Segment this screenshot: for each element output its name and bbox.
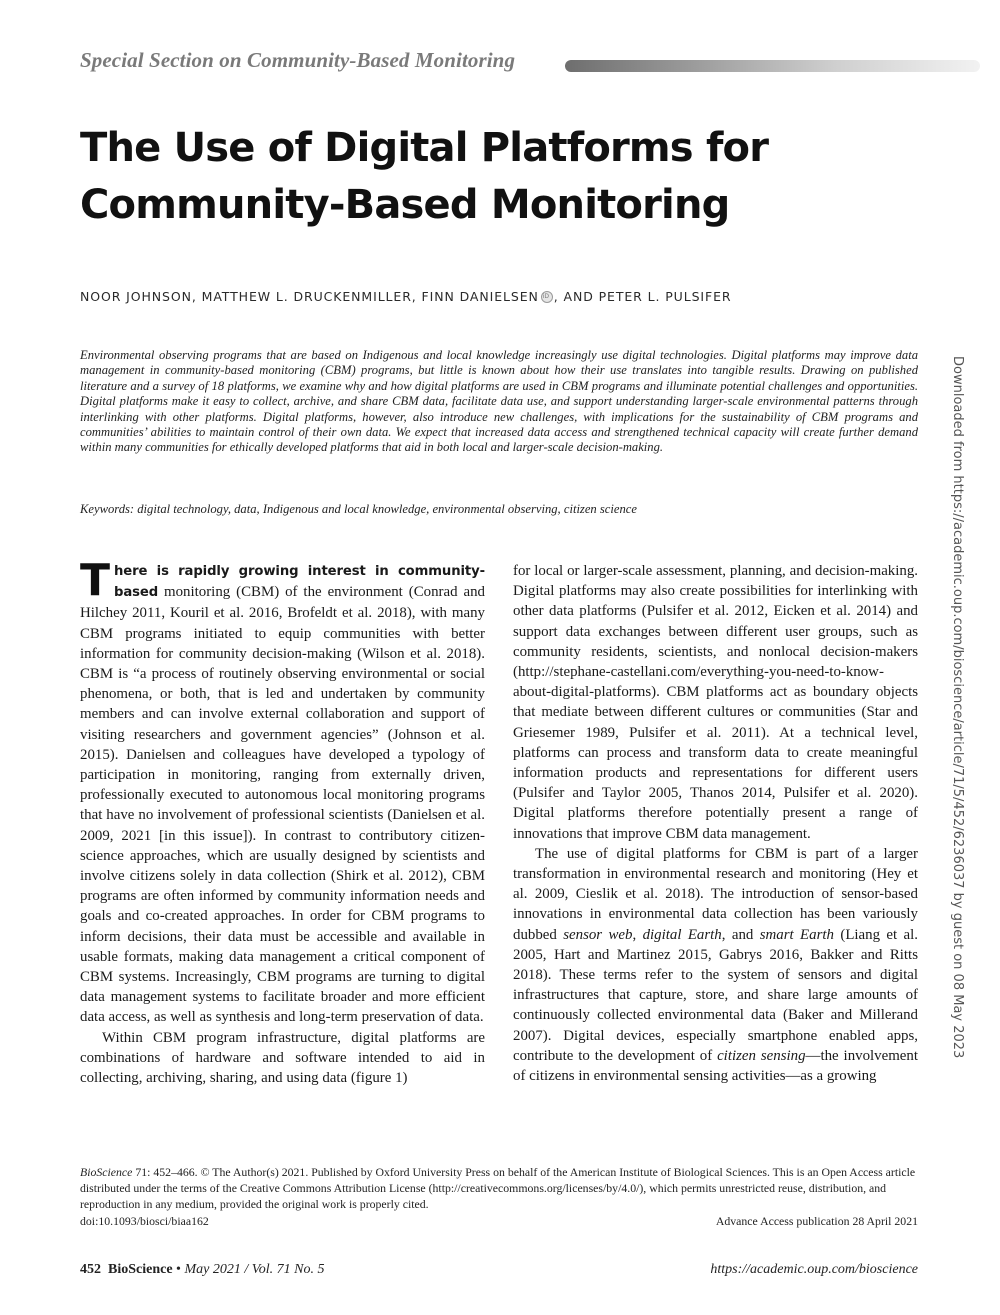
- keywords: Keywords: digital technology, data, Indigenous and local knowledge, environmental observing, citizen science: [80, 502, 637, 516]
- footer-bullet: •: [172, 1262, 185, 1277]
- paragraph-text: ,: [632, 926, 643, 943]
- footer-issue: May 2021 / Vol. 71 No. 5: [184, 1262, 325, 1277]
- lead-in-text: here is rapidly growing interest in community-based: [114, 564, 485, 601]
- term-citizen-sensing: citizen sensing: [717, 1047, 806, 1064]
- download-sidebar: [950, 356, 975, 1059]
- author-list: [80, 289, 731, 305]
- article-title-line-2: Community-Based Monitoring: [80, 182, 730, 228]
- section-header: [80, 48, 980, 80]
- body-column-right: [513, 561, 918, 1086]
- term-digital-earth: digital Earth: [642, 926, 722, 943]
- citation-details: 71: 452–466. © The Author(s) 2021. Published by Oxford University Press on behalf of the American Institute of Biological Sciences. This is an Open Access article distributed under the terms of the Creative Commons Attribution License (http://creativecommons.org/licenses/by/4.0/), which permits unrestricted reuse, distribution, and reproduction in any medium, provided the original work is properly cited.: [80, 1165, 916, 1212]
- paragraph-text: , and: [721, 926, 760, 943]
- paragraph-text: (Liang et al. 2005, Hart and Martinez 2015, Gabrys 2016, Bakker and Ritts 2018). These terms refer to the system of sensors and digital infrastructures that capture, store, and share large amounts of continuously collected environmental data (Baker and Millerand 2007). Digital devices, especially smartphone enabled apps, contribute to the development of: [513, 926, 919, 1064]
- doi-row: [80, 1213, 918, 1229]
- copyright-footnote: [80, 1164, 918, 1229]
- download-note[interactable]: Downloaded from https://academic.oup.com/bioscience/article/71/5/452/6236037 by guest on 08 May 2023: [950, 356, 965, 1059]
- section-header-bar: [565, 60, 980, 72]
- abstract: Environmental observing programs that are based on Indigenous and local knowledge increasingly use digital technologies. Digital platforms may improve data management in community-based monitoring (CBM) programs, but little is known about how their use translates into tangible results. Drawing on published literature and a survey of 18 platforms, we examine why and how digital platforms are used in CBM programs and illuminate potential challenges and opportunities. Digital platforms make it easy to collect, archive, and share CBM data, facilitate data use, and support understanding larger-scale environmental patterns through interlinking with other platforms. Digital platforms, however, also introduce new challenges, with implications for the sustainability of CBM programs and communities’ abilities to maintain control of their own data. We expect that increased data access and strengthened technical capacity will create further demand within many communities for ethically developed platforms that aid in both local and larger-scale decision-making.: [80, 348, 918, 455]
- body-paragraph: for local or larger-scale assessment, planning, and decision-making. Digital platforms may also create possibilities for interlinking with other data platforms (Pulsifer et al. 2012, Eicken et al. 2014) and support data exchanges between different user groups, such as community residents, scientists, and nonlocal decision-makers (http://stephane-castellani.com/everything-you-need-to-know-about-digital-platforms). CBM platforms act as boundary objects that mediate between different cultures or communities (Star and Griesemer 1989, Pulsifer et al. 2011). At a technical level, platforms can process and transform data to create meaningful information products and representations for different users (Pulsifer and Taylor 2005, Thanos 2014, Pulsifer et al. 2020). Digital platforms therefore potentially present a range of innovations that improve CBM data management.: [513, 563, 918, 842]
- author-names-part-2: , AND PETER L. PULSIFER: [553, 289, 732, 304]
- paragraph-text: The use of digital platforms for CBM is part of a larger transformation in environmental research and monitoring (Hey et al. 2009, Cieslik et al. 2018). The introduction of sensor-based innovations in environmental data collection has been variously dubbed: [513, 845, 918, 943]
- body-paragraph: [513, 844, 918, 1086]
- drop-cap: T: [80, 555, 111, 606]
- journal-name: BioScience: [80, 1165, 133, 1179]
- footer-citation: [80, 1262, 324, 1278]
- article-title-line-1: The Use of Digital Platforms for: [80, 125, 769, 171]
- author-names-part-1: NOOR JOHNSON, MATTHEW L. DRUCKENMILLER, FINN DANIELSEN: [80, 289, 539, 304]
- doi[interactable]: doi:10.1093/biosci/biaa162: [80, 1213, 209, 1228]
- footer-url[interactable]: https://academic.oup.com/bioscience: [710, 1262, 918, 1277]
- article-title: [80, 120, 940, 234]
- paragraph-text: monitoring (CBM) of the environment (Conrad and Hilchey 2011, Kouril et al. 2016, Brofeldt et al. 2018), with many CBM programs initiated to equip communities with better information for community decision-making (Wilson et al. 2018). CBM is “a process of routinely observing environmental or social phenomena, or both, that is led and undertaken by community members and can involve external collaboration and support of visiting researchers and government agencies” (Johnson et al. 2015). Danielsen and colleagues have developed a typology of participation in monitoring, ranging from externally driven, professionally executed to autonomous local monitoring programs that have no involvement of professional scientists (Danielsen et al. 2009, 2021 [in this issue]). In contrast to contributory citizen-science approaches, which are usually designed by scientists and involve citizens solely in data collection (Shirk et al. 2012), CBM programs are often informed by community information needs and goals and co-created approaches. In order for CBM programs to inform decisions, their data must be accessible and available in usable formats, making data management a critical component of CBM systems. Increasingly, CBM programs are turning to digital data management systems to facilitate broader and more efficient data access, as well as synthesis and long-term preservation of data.: [80, 584, 485, 1026]
- citation-text: [80, 1164, 918, 1213]
- body-column-left: [80, 555, 485, 1088]
- page-number: 452: [80, 1262, 101, 1277]
- paragraph-text: —the involvement of citizens in environmental sensing activities—as a growing: [513, 1047, 918, 1085]
- advance-access: Advance Access publication 28 April 2021: [715, 1213, 918, 1228]
- footer-journal: BioScience: [108, 1262, 173, 1277]
- section-title: Special Section on Community-Based Monitoring: [80, 48, 516, 72]
- body-paragraph: [80, 555, 485, 1028]
- body-paragraph: Within CBM program infrastructure, digital platforms are combinations of hardware and software intended to aid in collecting, archiving, sharing, and using data (figure 1): [80, 1029, 485, 1087]
- orcid-icon[interactable]: [541, 291, 553, 303]
- term-smart-earth: smart Earth: [759, 926, 834, 943]
- term-sensor-web: sensor web: [563, 926, 633, 943]
